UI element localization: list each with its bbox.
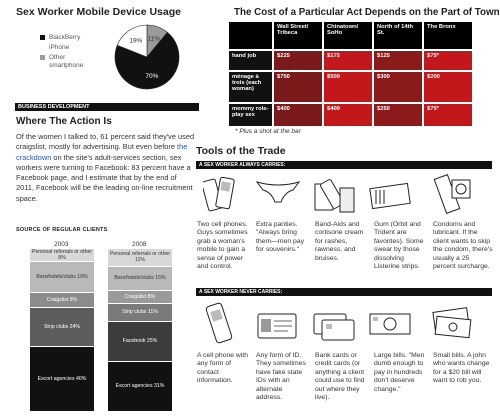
price-cell: $175 (323, 50, 373, 71)
price-cell: $125 (373, 50, 423, 71)
legend-item-other (40, 54, 89, 70)
segment-label: Personal referrals or other 11% (109, 251, 171, 264)
body-text: Of the women I talked to, 61 percent said they've used craigslist, mostly for advertising. But even before (16, 132, 195, 152)
column-segment (30, 262, 94, 293)
row-label: mommy role-play sex (228, 103, 273, 127)
column-segment (30, 293, 94, 308)
cost-table (228, 21, 473, 127)
pie-slice-label: 70% (145, 73, 159, 81)
price-cell: $400 (323, 103, 373, 127)
segment-label: Craigslist 9% (46, 296, 78, 303)
segment-label: Escort agencies 40% (37, 375, 87, 382)
always-item-gum: Gum (Orbit and Trident are favorites). Some swear by those dissolving Listerine strips. (374, 221, 424, 271)
legend-item-blackberry (40, 34, 89, 42)
always-carries-tag: A SEX WORKER ALWAYS CARRIES: (196, 161, 492, 169)
price-cell: $750 (273, 71, 323, 103)
always-item-bandaids: Band-Aids and cortisone cream for rashes, rawness, and bruises. (315, 221, 364, 262)
segment-label: Craigslist 8% (124, 293, 156, 300)
legend-label: Other smartphone (49, 54, 84, 69)
header-cell: Wall Street/ Tribeca (273, 21, 323, 50)
header-cell: The Bronx (423, 21, 473, 50)
table-row (228, 71, 473, 103)
never-item-large-bills: Large bills. "Men dumb enough to pay in hundreds don't deserve change." (374, 352, 425, 393)
article-body (16, 132, 196, 204)
cell-phone-icon (205, 300, 235, 348)
large-bill-icon (368, 310, 412, 338)
segment-label: Strip clubs 11% (122, 309, 158, 316)
panties-icon (255, 178, 301, 204)
segment-label: Facebook 25% (122, 338, 158, 345)
never-item-small-bills: Small bills. A john who wants change for a $20 bill will want to rob you. (433, 352, 490, 385)
segment-label: Strip clubs 24% (43, 323, 81, 330)
tools-title: Tools of the Trade (196, 145, 286, 157)
column-segment (30, 308, 94, 347)
legend-label: BlackBerry (49, 34, 81, 41)
legend-item-iphone (40, 44, 89, 52)
bandaid-icon (312, 176, 358, 216)
legend-swatch (40, 55, 45, 60)
price-cell: $200 (423, 71, 473, 103)
segment-label: Escort agencies 31% (115, 383, 165, 390)
section-title: Where The Action Is (16, 116, 112, 127)
never-item-cards: Bank cards or credit cards (or anything a client could use to find out where they live). (315, 352, 365, 402)
column-segment (108, 249, 172, 267)
id-card-icon (256, 312, 298, 340)
price-cell: $75* (423, 50, 473, 71)
footnote: * Plus a shot at the bar (235, 128, 301, 135)
always-item-phones: Two cell phones. Guys sometimes grab a woman's mobile to gain a sense of power and control. (197, 221, 248, 271)
cost-table-title: The Cost of a Particular Act Depends on the Part of Town (234, 7, 500, 18)
price-cell: $300 (373, 71, 423, 103)
legend-swatch (40, 35, 45, 40)
pie-chart-title: Sex Worker Mobile Device Usage (16, 6, 181, 18)
table-row (228, 103, 473, 127)
legend-swatch (40, 45, 45, 50)
column-segment (30, 347, 94, 412)
price-cell: $75* (423, 103, 473, 127)
always-item-panties: Extra panties. "Always bring them—men pay for souvenirs." (256, 221, 304, 254)
segment-label: Bars/hotels/clubs 15% (114, 275, 166, 282)
cell-phones-icon (203, 174, 237, 216)
never-carries-tag: A SEX WORKER NEVER CARRIES: (196, 288, 492, 296)
body-text: on the site's adult-services section, sex workers were turning to Facebook: 83 percent have a Facebook page, and I estimate that by the end of 2011, Facebook will be the leading on-line recruitment space. (16, 152, 193, 203)
segment-label: Bars/hotels/clubs 19% (36, 274, 88, 281)
legend-label: iPhone (49, 44, 70, 51)
header-cell: North of 14th St. (373, 21, 423, 50)
price-cell: $500 (323, 71, 373, 103)
year-label-2003: 2003 (54, 241, 69, 248)
pie-slice-label: 11% (147, 35, 160, 43)
never-item-phone: A cell phone with any form of contact information. (197, 352, 249, 385)
column-segment (108, 267, 172, 291)
column-segment (30, 249, 94, 262)
sources-chart-title: SOURCE OF REGULAR CLIENTS (16, 227, 108, 233)
row-label: ménage à trois (each woman) (228, 71, 273, 103)
segment-label: Personal referrals or other 8% (31, 249, 93, 262)
always-item-condoms: Condoms and lubricant. If the client wants to skip the condom, there's usually a 25 percent surcharge. (433, 221, 493, 271)
price-cell: $400 (273, 103, 323, 127)
bank-cards-icon (312, 310, 356, 344)
header-cell (228, 21, 273, 50)
row-label: hand job (228, 50, 273, 71)
section-tag: BUSINESS DEVELOPMENT (15, 103, 199, 111)
pie-slice-label: 19% (129, 37, 143, 45)
table-row (228, 50, 473, 71)
column-segment (108, 304, 172, 322)
column-segment (108, 362, 172, 412)
column-segment (108, 322, 172, 362)
crackdown-link[interactable]: the crackdown (16, 142, 188, 162)
table-header-row (228, 21, 473, 50)
pie-chart (112, 22, 182, 92)
year-label-2008: 2008 (132, 241, 147, 248)
price-cell: $250 (373, 103, 423, 127)
small-bills-icon (430, 306, 474, 342)
header-cell: Chinatown/ SoHo (323, 21, 373, 50)
price-cell: $225 (273, 50, 323, 71)
gum-icon (368, 180, 414, 214)
pie-legend (40, 34, 89, 72)
column-segment (108, 291, 172, 304)
never-item-id: Any form of ID. They sometimes have fake state IDs with an alternate address. (256, 352, 306, 402)
condom-icon (432, 172, 476, 218)
